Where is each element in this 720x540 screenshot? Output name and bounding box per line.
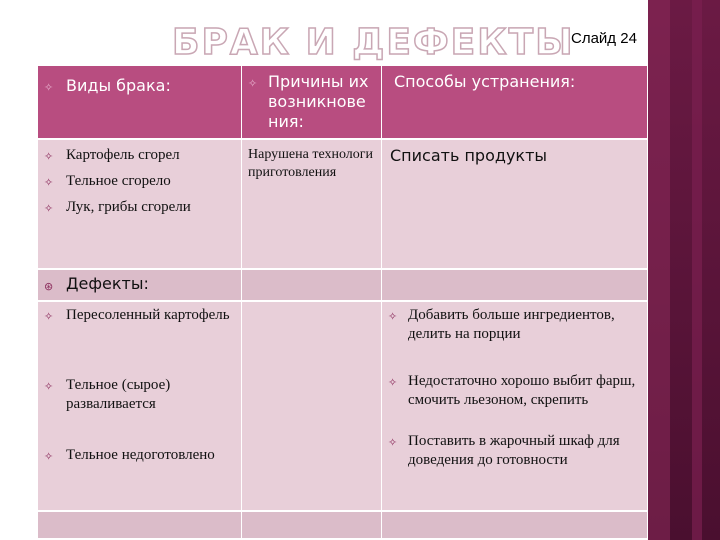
diamond-bullet-icon: ✧ — [44, 81, 54, 94]
burned-cause-cell — [242, 139, 382, 269]
list-item: ✧ Недостаточно хорошо выбит фарш, смочить льезоном, скрепить — [388, 373, 636, 408]
defects-cause-cell — [242, 301, 382, 511]
burned-fix-text: Списать продукты — [390, 146, 548, 165]
table-row — [38, 139, 648, 269]
burned-cause-text: Нарушена технологи приготовления — [248, 147, 374, 180]
table-row — [38, 511, 648, 538]
table-header-row — [38, 65, 648, 139]
header-cell-types — [38, 65, 242, 139]
slide-title: БРАК И ДЕФЕКТЫ — [172, 22, 575, 63]
header-causes-label: Причины их возникнове ния: — [268, 72, 369, 131]
list-item: ✧ Лук, грибы сгорели — [38, 198, 241, 224]
diamond-bullet-icon: ✧ — [44, 203, 54, 215]
list-item: ✧ Добавить больше ингредиентов, делить на порции — [388, 307, 615, 342]
diamond-bullet-icon: ✧ — [44, 151, 54, 163]
diamond-bullet-icon: ✧ — [44, 311, 54, 323]
burned-types-cell — [38, 139, 242, 269]
defects-heading: Дефекты: — [66, 274, 149, 293]
diamond-bullet-icon: ✧ — [388, 437, 398, 449]
side-accent-bar — [648, 0, 720, 540]
table-row — [38, 269, 648, 301]
slide-number: Слайд 24 — [571, 30, 637, 47]
defects-table — [37, 64, 648, 538]
header-types-label: Виды брака: — [66, 76, 171, 95]
list-item: ✧ Тельное (сырое) разваливается — [44, 377, 171, 412]
header-fixes-label: Способы устранения: — [394, 72, 576, 91]
defects-types-cell — [38, 301, 242, 511]
side-bar-stripe — [648, 0, 670, 540]
list-item: ✧ Тельное недоготовлено — [38, 446, 241, 465]
diamond-bullet-icon: ✧ — [44, 177, 54, 189]
diamond-bullet-icon: ✧ — [388, 311, 398, 323]
circled-bullet-icon: ⊛ — [44, 280, 54, 293]
list-item: ✧ Тельное сгорело — [38, 172, 241, 198]
list-item: ✧ Пересоленный картофель — [38, 306, 241, 376]
diamond-bullet-icon: ✧ — [44, 381, 54, 393]
diamond-bullet-icon: ✧ — [44, 451, 54, 463]
side-bar-stripe — [692, 0, 702, 540]
diamond-bullet-icon: ✧ — [248, 77, 258, 90]
list-item: ✧ Поставить в жарочный шкаф для доведения до готовности — [388, 433, 620, 468]
header-cell-fixes — [382, 65, 648, 139]
defects-heading-cell — [38, 269, 242, 301]
list-item: ✧ Картофель сгорел — [38, 146, 241, 172]
table-row — [38, 301, 648, 511]
header-cell-causes — [242, 65, 382, 139]
diamond-bullet-icon: ✧ — [388, 377, 398, 389]
burned-fix-cell — [382, 139, 648, 269]
defects-fix-cell — [382, 301, 648, 511]
